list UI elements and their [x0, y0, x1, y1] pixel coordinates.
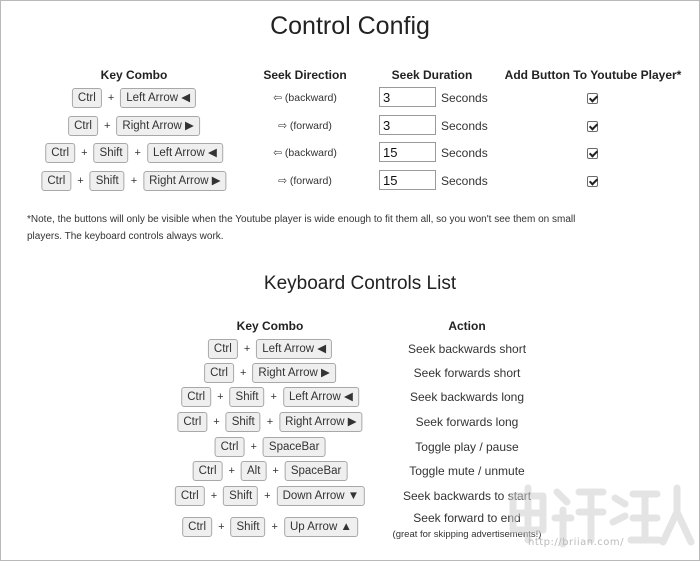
plus-sign: + [134, 147, 141, 159]
plus-sign: + [270, 391, 277, 403]
plus-sign: + [271, 521, 278, 533]
seek-duration-input[interactable] [379, 142, 436, 162]
footnote [27, 211, 647, 245]
plus-sign: + [217, 391, 224, 403]
key-cap: Ctrl [175, 486, 205, 506]
key-cap: Shift [223, 486, 258, 506]
seek-direction-label: ⇨ (forward) [278, 175, 332, 187]
key-cap: Ctrl [72, 88, 102, 108]
header-add-button: Add Button To Youtube Player* [504, 68, 682, 82]
key-cap: Alt [241, 461, 266, 481]
seconds-unit-label: Seconds [441, 91, 488, 105]
footnote-line-2: players. The keyboard controls always work. [27, 231, 224, 242]
action-label: Seek forwards short [413, 366, 521, 380]
action-label: Seek forwards long [415, 415, 519, 429]
plus-sign: + [243, 343, 251, 355]
header-controls-key-combo: Key Combo [236, 319, 304, 333]
key-cap: Shift [90, 171, 125, 191]
control-row-4-key-combo [215, 437, 326, 457]
plus-sign: + [210, 490, 218, 502]
plus-sign: + [250, 441, 257, 453]
seek-direction-label: ⇨ (forward) [278, 120, 332, 132]
plus-sign: + [228, 465, 235, 477]
key-cap: Shift [231, 517, 266, 537]
key-cap: Ctrl [215, 437, 245, 457]
key-cap: Right Arrow ▶ [252, 363, 335, 383]
action-label: Seek backwards long [409, 390, 525, 404]
key-cap: Ctrl [177, 412, 207, 432]
action-label: Seek backwards short [407, 342, 527, 356]
key-cap: SpaceBar [285, 461, 348, 481]
header-key-combo: Key Combo [100, 68, 168, 82]
seek-duration-input[interactable] [379, 170, 436, 190]
plus-sign: + [81, 147, 88, 159]
add-button-checkbox[interactable] [587, 93, 598, 104]
key-cap: Ctrl [208, 339, 238, 359]
control-row-1-key-combo [204, 363, 336, 383]
plus-sign: + [103, 120, 111, 132]
add-button-checkbox[interactable] [587, 148, 598, 159]
add-button-checkbox[interactable] [587, 176, 598, 187]
seek-duration-input[interactable] [379, 87, 436, 107]
header-seek-duration: Seek Duration [391, 68, 473, 82]
seek-duration-input[interactable] [379, 115, 436, 135]
footnote-line-1: *Note, the buttons will only be visible when the Youtube player is wide enough to fit them all, so you won't see them on small [27, 214, 576, 225]
key-cap: Shift [230, 387, 265, 407]
action-label: Seek forward to end [413, 511, 521, 525]
plus-sign: + [130, 175, 138, 187]
key-cap: Ctrl [41, 171, 71, 191]
plus-sign: + [264, 490, 271, 502]
config-row-2-key-combo [45, 143, 223, 163]
key-cap: Ctrl [182, 517, 212, 537]
control-row-5-key-combo [193, 461, 348, 481]
key-cap: Ctrl [45, 143, 75, 163]
key-cap: Right Arrow ▶ [279, 412, 362, 432]
key-cap: Left Arrow ◀ [120, 88, 196, 108]
plus-sign: + [107, 92, 115, 104]
plus-sign: + [218, 521, 225, 533]
key-cap: Left Arrow ◀ [147, 143, 223, 163]
key-cap: Ctrl [193, 461, 223, 481]
key-cap: Right Arrow ▶ [116, 116, 199, 136]
plus-sign: + [266, 416, 274, 428]
action-label: Seek backwards to start [402, 489, 532, 503]
add-button-checkbox[interactable] [587, 121, 598, 132]
control-row-3-key-combo [177, 412, 362, 432]
key-cap: Left Arrow ◀ [256, 339, 332, 359]
control-config-title: Control Config [270, 12, 430, 40]
plus-sign: + [77, 175, 84, 187]
plus-sign: + [213, 416, 220, 428]
key-cap: Shift [226, 412, 261, 432]
config-row-3-key-combo [41, 171, 226, 191]
action-label: Toggle mute / unmute [409, 464, 525, 478]
config-row-1-key-combo [68, 116, 200, 136]
key-cap: Ctrl [181, 387, 211, 407]
action-sub-label: (great for skipping advertisements!) [392, 529, 542, 540]
control-row-6-key-combo [175, 486, 365, 506]
seconds-unit-label: Seconds [441, 119, 488, 133]
seek-direction-label: ⇦ (backward) [273, 147, 337, 159]
key-cap: Shift [94, 143, 129, 163]
key-cap: Up Arrow ▲ [284, 517, 358, 537]
watermark-url: http://briian.com/ [528, 537, 625, 548]
control-row-2-key-combo [181, 387, 359, 407]
control-row-0-key-combo [208, 339, 332, 359]
keyboard-controls-title: Keyboard Controls List [263, 273, 457, 294]
control-row-7-key-combo [182, 517, 358, 537]
seek-direction-label: ⇦ (backward) [273, 92, 337, 104]
config-row-0-key-combo [72, 88, 196, 108]
seconds-unit-label: Seconds [441, 146, 488, 160]
key-cap: Down Arrow ▼ [277, 486, 366, 506]
plus-sign: + [272, 465, 279, 477]
key-cap: Right Arrow ▶ [143, 171, 226, 191]
plus-sign: + [239, 367, 247, 379]
header-seek-direction: Seek Direction [263, 68, 347, 82]
key-cap: Left Arrow ◀ [283, 387, 359, 407]
seconds-unit-label: Seconds [441, 174, 488, 188]
key-cap: Ctrl [204, 363, 234, 383]
key-cap: Ctrl [68, 116, 98, 136]
key-cap: SpaceBar [263, 437, 326, 457]
header-controls-action: Action [448, 319, 486, 333]
action-label: Toggle play / pause [415, 440, 519, 454]
